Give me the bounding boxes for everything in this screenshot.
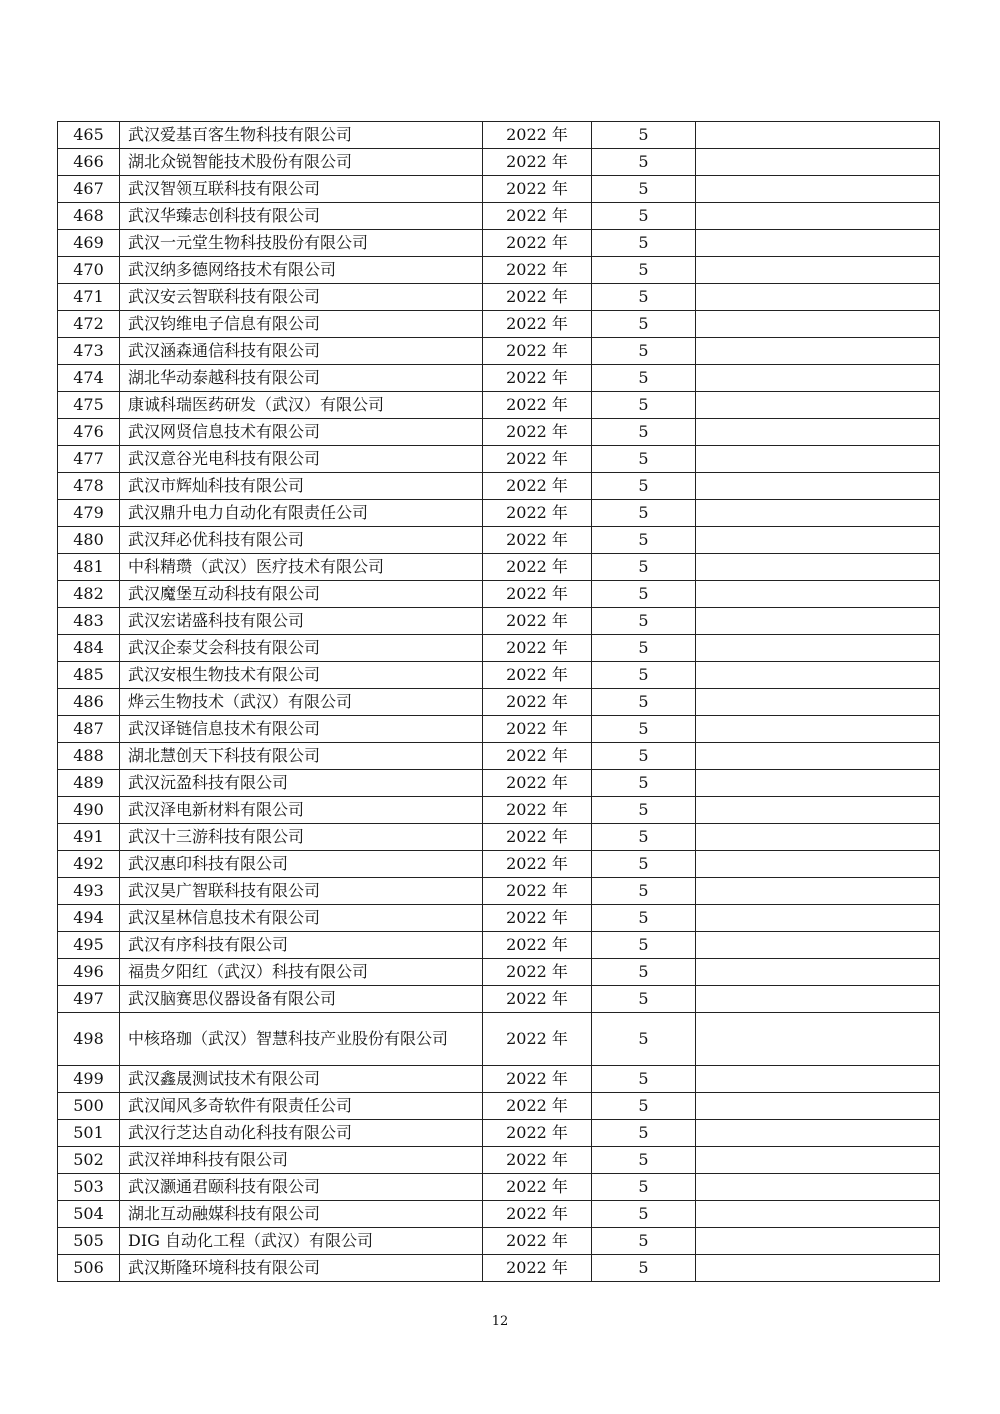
table-row: [58, 284, 940, 311]
company-name: 武汉昊广智联科技有限公司: [120, 878, 483, 905]
company-name: 武汉宏诺盛科技有限公司: [120, 608, 483, 635]
year-cell: 2022 年: [483, 743, 592, 770]
note-cell: [696, 878, 940, 905]
note-cell: [696, 1093, 940, 1120]
year-cell: 2022 年: [483, 176, 592, 203]
company-name: 武汉十三游科技有限公司: [120, 824, 483, 851]
year-cell: 2022 年: [483, 257, 592, 284]
company-name: 福贵夕阳红（武汉）科技有限公司: [120, 959, 483, 986]
year-cell: 2022 年: [483, 770, 592, 797]
value-cell: 5: [592, 932, 696, 959]
note-cell: [696, 851, 940, 878]
table-body: [58, 122, 940, 1282]
year-cell: 2022 年: [483, 203, 592, 230]
table-row: [58, 338, 940, 365]
table-row: [58, 797, 940, 824]
company-name: 武汉钧维电子信息有限公司: [120, 311, 483, 338]
row-number: 489: [58, 770, 120, 797]
row-number: 484: [58, 635, 120, 662]
note-cell: [696, 527, 940, 554]
year-cell: 2022 年: [483, 1174, 592, 1201]
table-row: [58, 905, 940, 932]
year-cell: 2022 年: [483, 122, 592, 149]
year-cell: 2022 年: [483, 1093, 592, 1120]
table-row: [58, 230, 940, 257]
year-cell: 2022 年: [483, 689, 592, 716]
value-cell: 5: [592, 770, 696, 797]
year-cell: 2022 年: [483, 554, 592, 581]
note-cell: [696, 203, 940, 230]
row-number: 482: [58, 581, 120, 608]
row-number: 496: [58, 959, 120, 986]
year-cell: 2022 年: [483, 338, 592, 365]
company-name: 武汉鼎升电力自动化有限责任公司: [120, 500, 483, 527]
row-number: 497: [58, 986, 120, 1013]
company-name: 武汉译链信息技术有限公司: [120, 716, 483, 743]
note-cell: [696, 689, 940, 716]
row-number: 471: [58, 284, 120, 311]
company-name: 武汉华臻志创科技有限公司: [120, 203, 483, 230]
note-cell: [696, 1255, 940, 1282]
value-cell: 5: [592, 311, 696, 338]
value-cell: 5: [592, 1201, 696, 1228]
table-row: [58, 662, 940, 689]
company-name: 武汉鑫晟测试技术有限公司: [120, 1066, 483, 1093]
row-number: 503: [58, 1174, 120, 1201]
table-row: [58, 959, 940, 986]
table-row: [58, 932, 940, 959]
table-row: [58, 770, 940, 797]
row-number: 487: [58, 716, 120, 743]
year-cell: 2022 年: [483, 959, 592, 986]
note-cell: [696, 716, 940, 743]
row-number: 498: [58, 1013, 120, 1066]
value-cell: 5: [592, 365, 696, 392]
row-number: 488: [58, 743, 120, 770]
table-row: [58, 1147, 940, 1174]
note-cell: [696, 149, 940, 176]
value-cell: 5: [592, 473, 696, 500]
row-number: 478: [58, 473, 120, 500]
table-row: [58, 743, 940, 770]
year-cell: 2022 年: [483, 149, 592, 176]
table-row: [58, 1093, 940, 1120]
table-row: [58, 149, 940, 176]
table-row: [58, 554, 940, 581]
value-cell: 5: [592, 284, 696, 311]
year-cell: 2022 年: [483, 635, 592, 662]
year-cell: 2022 年: [483, 716, 592, 743]
row-number: 501: [58, 1120, 120, 1147]
note-cell: [696, 500, 940, 527]
row-number: 494: [58, 905, 120, 932]
value-cell: 5: [592, 1013, 696, 1066]
row-number: 500: [58, 1093, 120, 1120]
company-name: 武汉祥坤科技有限公司: [120, 1147, 483, 1174]
company-name: 武汉纳多德网络技术有限公司: [120, 257, 483, 284]
row-number: 475: [58, 392, 120, 419]
row-number: 495: [58, 932, 120, 959]
table-row: [58, 419, 940, 446]
note-cell: [696, 743, 940, 770]
value-cell: 5: [592, 1228, 696, 1255]
year-cell: 2022 年: [483, 1013, 592, 1066]
value-cell: 5: [592, 662, 696, 689]
note-cell: [696, 1120, 940, 1147]
company-name: 武汉拜必优科技有限公司: [120, 527, 483, 554]
note-cell: [696, 959, 940, 986]
row-number: 493: [58, 878, 120, 905]
table-row: [58, 1013, 940, 1066]
note-cell: [696, 1013, 940, 1066]
year-cell: 2022 年: [483, 1120, 592, 1147]
value-cell: 5: [592, 635, 696, 662]
note-cell: [696, 1201, 940, 1228]
table-row: [58, 824, 940, 851]
year-cell: 2022 年: [483, 1201, 592, 1228]
row-number: 481: [58, 554, 120, 581]
table-row: [58, 635, 940, 662]
year-cell: 2022 年: [483, 932, 592, 959]
year-cell: 2022 年: [483, 608, 592, 635]
value-cell: 5: [592, 581, 696, 608]
note-cell: [696, 473, 940, 500]
table-row: [58, 716, 940, 743]
year-cell: 2022 年: [483, 446, 592, 473]
value-cell: 5: [592, 986, 696, 1013]
note-cell: [696, 797, 940, 824]
table-row: [58, 689, 940, 716]
note-cell: [696, 338, 940, 365]
row-number: 470: [58, 257, 120, 284]
value-cell: 5: [592, 419, 696, 446]
table-row: [58, 581, 940, 608]
value-cell: 5: [592, 1174, 696, 1201]
company-name: 湖北慧创天下科技有限公司: [120, 743, 483, 770]
note-cell: [696, 1066, 940, 1093]
company-name: 武汉星林信息技术有限公司: [120, 905, 483, 932]
year-cell: 2022 年: [483, 284, 592, 311]
note-cell: [696, 635, 940, 662]
table-row: [58, 1255, 940, 1282]
row-number: 479: [58, 500, 120, 527]
table-row: [58, 1228, 940, 1255]
company-name: 武汉一元堂生物科技股份有限公司: [120, 230, 483, 257]
row-number: 477: [58, 446, 120, 473]
note-cell: [696, 230, 940, 257]
value-cell: 5: [592, 716, 696, 743]
year-cell: 2022 年: [483, 1255, 592, 1282]
note-cell: [696, 365, 940, 392]
value-cell: 5: [592, 446, 696, 473]
table-row: [58, 365, 940, 392]
table-row: [58, 122, 940, 149]
row-number: 483: [58, 608, 120, 635]
company-name: 武汉斯隆环境科技有限公司: [120, 1255, 483, 1282]
company-name: 武汉沅盈科技有限公司: [120, 770, 483, 797]
company-name: 武汉涵森通信科技有限公司: [120, 338, 483, 365]
value-cell: 5: [592, 905, 696, 932]
value-cell: 5: [592, 608, 696, 635]
table-row: [58, 392, 940, 419]
note-cell: [696, 1228, 940, 1255]
company-name: 武汉惠印科技有限公司: [120, 851, 483, 878]
page-number: 12: [491, 1314, 509, 1329]
company-name: 湖北众锐智能技术股份有限公司: [120, 149, 483, 176]
row-number: 474: [58, 365, 120, 392]
row-number: 480: [58, 527, 120, 554]
company-name: 武汉市辉灿科技有限公司: [120, 473, 483, 500]
value-cell: 5: [592, 1066, 696, 1093]
row-number: 485: [58, 662, 120, 689]
table-row: [58, 203, 940, 230]
company-name: 中核珞珈（武汉）智慧科技产业股份有限公司: [120, 1013, 483, 1066]
row-number: 499: [58, 1066, 120, 1093]
company-table: [57, 121, 940, 1282]
year-cell: 2022 年: [483, 662, 592, 689]
note-cell: [696, 1174, 940, 1201]
company-name: DIG 自动化工程（武汉）有限公司: [120, 1228, 483, 1255]
table-row: [58, 851, 940, 878]
row-number: 486: [58, 689, 120, 716]
company-name: 武汉行芝达自动化科技有限公司: [120, 1120, 483, 1147]
note-cell: [696, 1147, 940, 1174]
value-cell: 5: [592, 959, 696, 986]
company-name: 武汉安云智联科技有限公司: [120, 284, 483, 311]
value-cell: 5: [592, 500, 696, 527]
row-number: 466: [58, 149, 120, 176]
table-row: [58, 311, 940, 338]
row-number: 505: [58, 1228, 120, 1255]
value-cell: 5: [592, 122, 696, 149]
value-cell: 5: [592, 527, 696, 554]
company-name: 武汉企泰艾会科技有限公司: [120, 635, 483, 662]
value-cell: 5: [592, 149, 696, 176]
value-cell: 5: [592, 392, 696, 419]
company-name: 武汉意谷光电科技有限公司: [120, 446, 483, 473]
table-row: [58, 473, 940, 500]
note-cell: [696, 581, 940, 608]
company-name: 武汉有序科技有限公司: [120, 932, 483, 959]
note-cell: [696, 554, 940, 581]
row-number: 476: [58, 419, 120, 446]
value-cell: 5: [592, 824, 696, 851]
year-cell: 2022 年: [483, 365, 592, 392]
table-row: [58, 1201, 940, 1228]
note-cell: [696, 662, 940, 689]
year-cell: 2022 年: [483, 851, 592, 878]
year-cell: 2022 年: [483, 824, 592, 851]
year-cell: 2022 年: [483, 311, 592, 338]
row-number: 502: [58, 1147, 120, 1174]
value-cell: 5: [592, 338, 696, 365]
note-cell: [696, 176, 940, 203]
year-cell: 2022 年: [483, 1228, 592, 1255]
note-cell: [696, 392, 940, 419]
year-cell: 2022 年: [483, 878, 592, 905]
value-cell: 5: [592, 1120, 696, 1147]
value-cell: 5: [592, 797, 696, 824]
company-name: 湖北互动融媒科技有限公司: [120, 1201, 483, 1228]
company-name: 湖北华动泰越科技有限公司: [120, 365, 483, 392]
company-name: 武汉爱基百客生物科技有限公司: [120, 122, 483, 149]
note-cell: [696, 257, 940, 284]
table-row: [58, 500, 940, 527]
row-number: 504: [58, 1201, 120, 1228]
row-number: 472: [58, 311, 120, 338]
table-row: [58, 878, 940, 905]
row-number: 491: [58, 824, 120, 851]
row-number: 469: [58, 230, 120, 257]
year-cell: 2022 年: [483, 986, 592, 1013]
value-cell: 5: [592, 689, 696, 716]
table-row: [58, 1066, 940, 1093]
table-row: [58, 446, 940, 473]
row-number: 492: [58, 851, 120, 878]
note-cell: [696, 608, 940, 635]
year-cell: 2022 年: [483, 230, 592, 257]
table-row: [58, 1174, 940, 1201]
company-name: 武汉智领互联科技有限公司: [120, 176, 483, 203]
row-number: 468: [58, 203, 120, 230]
year-cell: 2022 年: [483, 527, 592, 554]
year-cell: 2022 年: [483, 392, 592, 419]
company-name: 中科精瓒（武汉）医疗技术有限公司: [120, 554, 483, 581]
row-number: 506: [58, 1255, 120, 1282]
company-name: 康诚科瑞医药研发（武汉）有限公司: [120, 392, 483, 419]
table-row: [58, 608, 940, 635]
year-cell: 2022 年: [483, 419, 592, 446]
value-cell: 5: [592, 257, 696, 284]
table-row: [58, 176, 940, 203]
note-cell: [696, 770, 940, 797]
company-name: 武汉网贤信息技术有限公司: [120, 419, 483, 446]
note-cell: [696, 311, 940, 338]
year-cell: 2022 年: [483, 1147, 592, 1174]
value-cell: 5: [592, 230, 696, 257]
company-name: 武汉泽电新材料有限公司: [120, 797, 483, 824]
note-cell: [696, 932, 940, 959]
row-number: 490: [58, 797, 120, 824]
value-cell: 5: [592, 554, 696, 581]
value-cell: 5: [592, 878, 696, 905]
value-cell: 5: [592, 176, 696, 203]
row-number: 473: [58, 338, 120, 365]
year-cell: 2022 年: [483, 1066, 592, 1093]
year-cell: 2022 年: [483, 473, 592, 500]
company-name: 武汉魔堡互动科技有限公司: [120, 581, 483, 608]
table-row: [58, 1120, 940, 1147]
year-cell: 2022 年: [483, 500, 592, 527]
value-cell: 5: [592, 203, 696, 230]
value-cell: 5: [592, 851, 696, 878]
company-name: 武汉灏通君颐科技有限公司: [120, 1174, 483, 1201]
table-row: [58, 986, 940, 1013]
note-cell: [696, 419, 940, 446]
value-cell: 5: [592, 743, 696, 770]
year-cell: 2022 年: [483, 905, 592, 932]
row-number: 465: [58, 122, 120, 149]
value-cell: 5: [592, 1255, 696, 1282]
company-name: 武汉脑赛思仪器设备有限公司: [120, 986, 483, 1013]
note-cell: [696, 122, 940, 149]
year-cell: 2022 年: [483, 581, 592, 608]
table-row: [58, 527, 940, 554]
year-cell: 2022 年: [483, 797, 592, 824]
note-cell: [696, 905, 940, 932]
note-cell: [696, 446, 940, 473]
value-cell: 5: [592, 1147, 696, 1174]
company-name: 武汉闻风多奇软件有限责任公司: [120, 1093, 483, 1120]
note-cell: [696, 986, 940, 1013]
company-name: 武汉安根生物技术有限公司: [120, 662, 483, 689]
company-name: 烨云生物技术（武汉）有限公司: [120, 689, 483, 716]
table-row: [58, 257, 940, 284]
row-number: 467: [58, 176, 120, 203]
note-cell: [696, 284, 940, 311]
note-cell: [696, 824, 940, 851]
value-cell: 5: [592, 1093, 696, 1120]
